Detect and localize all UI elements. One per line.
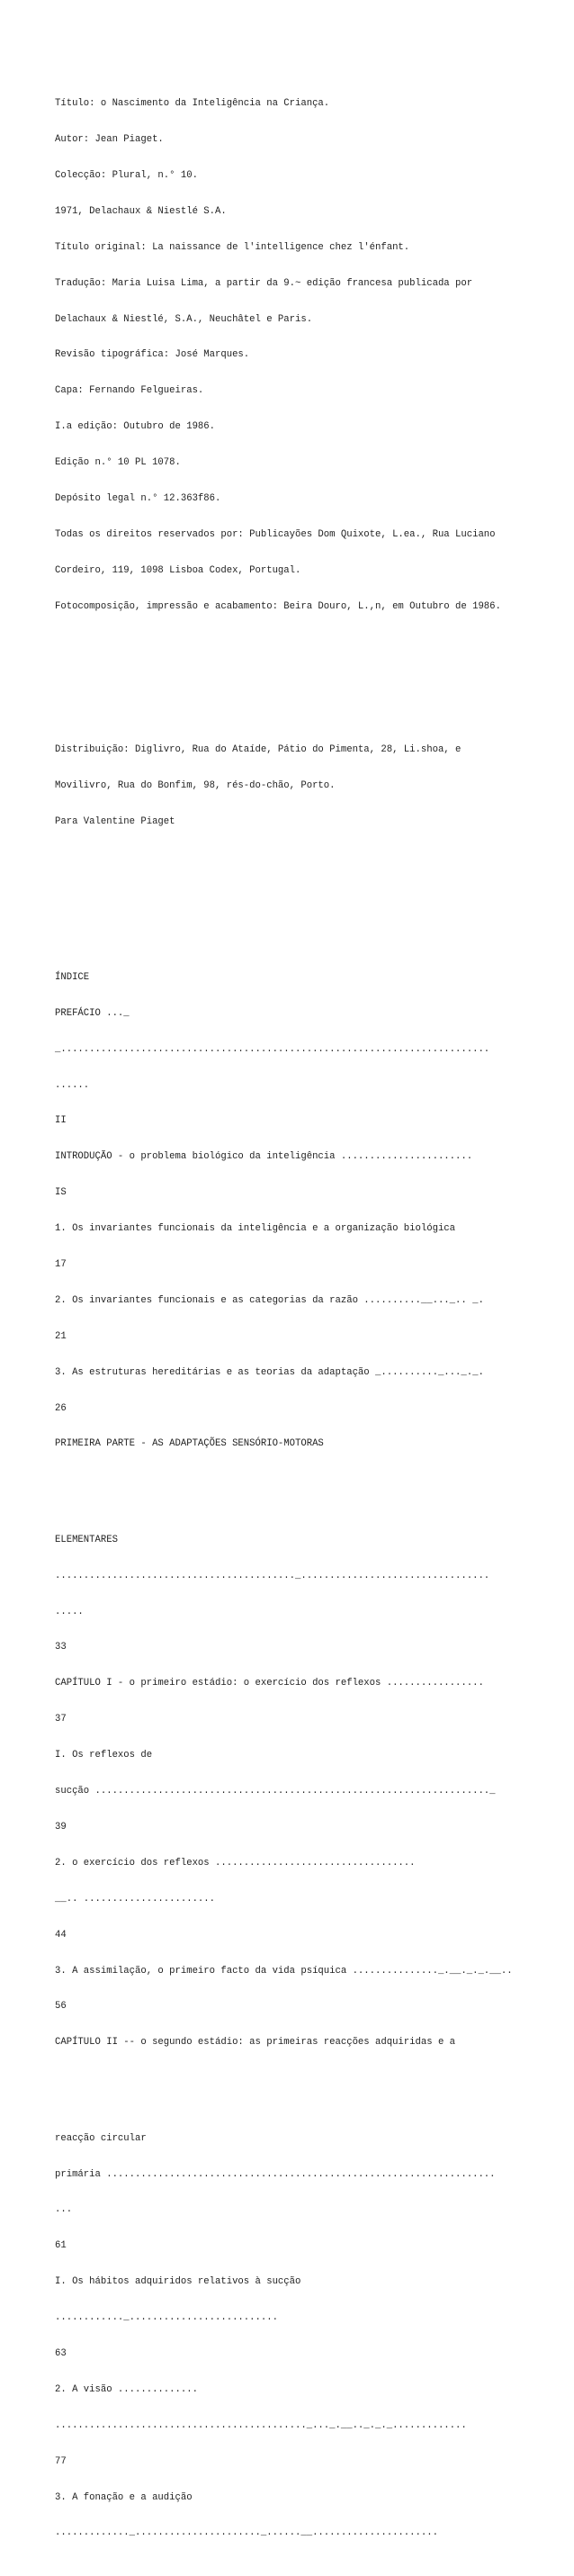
colophon-line: Título: o Nascimento da Inteligência na Criança.: [55, 98, 330, 110]
index-entry: 2. A visão ..............: [55, 2383, 198, 2395]
index-entry: 1. Os invariantes funcionais da inteligência e a organização biológica: [55, 1223, 456, 1235]
spacer: [55, 888, 523, 913]
index-page-number: 39: [55, 1821, 67, 1833]
colophon-line: Título original: La naissance de l'intelligence chez l'énfant.: [55, 241, 410, 253]
distribution-line: Distribuição: Diglivro, Rua do Ataíde, Pátio do Pimenta, 28, Li.shoa, e: [55, 744, 462, 756]
index-part-heading: ELEMENTARES: [55, 1534, 118, 1545]
index-leader: _...........................................................................: [55, 1043, 490, 1055]
colophon-line: Depósito legal n.° 12.363f86.: [55, 492, 221, 504]
document-page: [55, 50, 523, 2576]
index-page-number: 33: [55, 1642, 67, 1653]
index-chapter: CAPÍTULO II -- o segundo estádio: as primeiras reacções adquiridas e a: [55, 2037, 456, 2049]
index-leader: ............................................_..._.__.._._._.............: [55, 2419, 467, 2431]
colophon-block: [55, 75, 523, 637]
index-leader: .........................................._.................................: [55, 1570, 490, 1581]
index-leader: .....: [55, 1606, 84, 1617]
index-entry: I. Os hábitos adquiridos relativos à sucção: [55, 2276, 301, 2288]
colophon-line: Tradução: Maria Luisa Lima, a partir da 9.~ edição francesa publicada por: [55, 277, 473, 289]
colophon-line: Edição n.° 10 PL 1078.: [55, 457, 181, 469]
spacer: [55, 672, 523, 684]
dedication-line: Para Valentine Piaget: [55, 816, 175, 827]
index-chapter: CAPÍTULO I - o primeiro estádio: o exercício dos reflexos .................: [55, 1678, 484, 1689]
index-entry: 3. As estruturas hereditárias e as teorias da adaptação _.........._..._._.: [55, 1366, 484, 1378]
colophon-line: Revisão tipográfica: José Marques.: [55, 349, 250, 361]
colophon-line: Delachaux & Niestlé, S.A., Neuchâtel e Paris.: [55, 313, 313, 325]
distribution-block: [55, 721, 523, 852]
index-page-number: 17: [55, 1258, 67, 1270]
index-page-number: 44: [55, 1929, 67, 1941]
colophon-line: Autor: Jean Piaget.: [55, 134, 164, 146]
index-page-number: 56: [55, 2001, 67, 2013]
index-page-number: 61: [55, 2240, 67, 2252]
index-entry: INTRODUÇÃO - o problema biológico da inteligência .......................: [55, 1151, 473, 1163]
index-entry: sucção ....................................................................._: [55, 1786, 496, 1797]
index-entry: primária ....................................................................: [55, 2168, 496, 2180]
spacer: [55, 2085, 523, 2096]
index-page-number: 37: [55, 1714, 67, 1725]
colophon-line: I.a edição: Outubro de 1986.: [55, 421, 216, 433]
index-entry: I. Os reflexos de: [55, 1750, 153, 1761]
index-page-number: 77: [55, 2455, 67, 2467]
index-page-number: 26: [55, 1402, 67, 1414]
index-entry: PREFÁCIO ..._: [55, 1007, 130, 1019]
index-entry: 2. o exercício dos reflexos ...................................: [55, 1857, 416, 1869]
index-leader: __.. .......................: [55, 1893, 216, 1905]
colophon-line: Todas os direitos reservados por: Publicayões Dom Quixote, L.ea., Rua Luciano: [55, 528, 496, 540]
colophon-line: Cordeiro, 119, 1098 Lisboa Codex, Portugal.: [55, 564, 301, 576]
index-page-number: II: [55, 1115, 67, 1127]
index-entry: 3. A assimilação, o primeiro facto da vida psíquica ..............._.__._._.__..: [55, 1965, 513, 1977]
colophon-line: Colecção: Plural, n.° 10.: [55, 169, 198, 181]
index-page-number: IS: [55, 1187, 67, 1199]
spacer: [55, 1487, 523, 1499]
index-chapter: reacção circular: [55, 2132, 147, 2144]
colophon-line: Capa: Fernando Felgueiras.: [55, 385, 204, 397]
index-leader: ............._......................_......__......................: [55, 2527, 438, 2539]
index-leader: ......: [55, 1079, 90, 1091]
index-leader: ............_..........................: [55, 2312, 278, 2324]
index-section: [55, 948, 523, 2563]
index-page-number: 21: [55, 1330, 67, 1342]
index-entry: 3. A fonação e a audição: [55, 2491, 193, 2503]
index-entry: 2. Os invariantes funcionais e as categorias da razão ..........__..._.. _.: [55, 1294, 484, 1306]
colophon-line: Fotocomposição, impressão e acabamento: Beira Douro, L.,n, em Outubro de 1986.: [55, 600, 501, 612]
index-heading: ÍNDICE: [55, 971, 90, 983]
index-part-heading: PRIMEIRA PARTE - AS ADAPTAÇÕES SENSÓRIO-MOTORAS: [55, 1438, 324, 1450]
index-leader: ...: [55, 2204, 73, 2216]
distribution-line: Movilivro, Rua do Bonfim, 98, rés-do-chão, Porto.: [55, 780, 336, 792]
colophon-line: 1971, Delachaux & Niestlé S.A.: [55, 205, 227, 217]
index-page-number: 63: [55, 2348, 67, 2359]
